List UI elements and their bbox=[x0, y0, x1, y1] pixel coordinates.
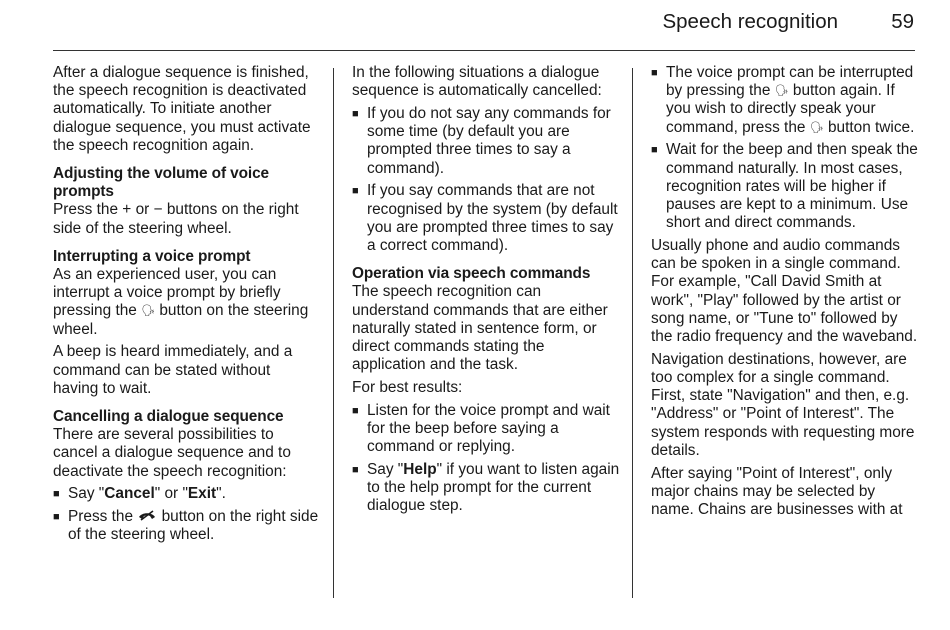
column-divider-2 bbox=[632, 68, 633, 598]
square-bullet: ■ bbox=[352, 404, 359, 417]
header-divider bbox=[53, 50, 915, 51]
best-results-list bbox=[352, 402, 620, 516]
column-3 bbox=[651, 64, 919, 524]
list-item: ■ The voice prompt can be interrupted by pressing the 🗣︎ button again. If you wish to directly speak your command, press the 🗣︎ button twice. bbox=[651, 64, 915, 136]
paragraph-beep-heard: A beep is heard immediately, and a command can be stated without having to wait. bbox=[53, 343, 293, 397]
list-item: ■ Say "Cancel" or "Exit". bbox=[53, 485, 226, 503]
heading-adjusting-volume: Adjusting the volume of voice prompts bbox=[53, 165, 270, 201]
list-item: ■ If you do not say any commands for some time (by default you are prompted three times to say a command). bbox=[352, 105, 611, 177]
square-bullet: ■ bbox=[651, 144, 658, 157]
square-bullet: ■ bbox=[53, 511, 60, 524]
voice-button-icon: 🗣︎ bbox=[141, 305, 156, 318]
paragraph-interrupt-prompt: As an experienced user, you can interrupt a voice prompt by briefly pressing the 🗣︎ button on the steering wheel. bbox=[53, 266, 309, 338]
heading-cancelling-dialogue: Cancelling a dialogue sequence bbox=[53, 408, 284, 426]
heading-operation-speech: Operation via speech commands bbox=[352, 265, 591, 283]
tips-list bbox=[651, 64, 919, 232]
column-1 bbox=[53, 64, 319, 549]
column-divider-1 bbox=[333, 68, 334, 598]
square-bullet: ■ bbox=[352, 185, 359, 198]
voice-button-icon: 🗣︎ bbox=[809, 121, 824, 134]
list-item: ■ Listen for the voice prompt and wait for the beep before saying a command or replying. bbox=[352, 401, 610, 456]
list-item: ■ Say "Help" if you want to listen again to the help prompt for the current dialogue step. bbox=[352, 461, 620, 515]
square-bullet: ■ bbox=[53, 488, 60, 501]
auto-cancel-list bbox=[352, 105, 620, 255]
plus-symbol: + bbox=[122, 201, 132, 219]
page-number: 59 bbox=[891, 10, 914, 33]
list-item: ■ Wait for the beep and then speak the command naturally. In most cases, recognition rates will be higher if pauses are kept to a minimum. Use short and direct commands. bbox=[651, 141, 918, 232]
paragraph-best-results: For best results: bbox=[352, 379, 463, 397]
paragraph-auto-cancel: In the following situations a dialogue sequence is automatically cancelled: bbox=[352, 64, 602, 100]
paragraph-phone-audio-commands: Usually phone and audio commands can be spoken in a single command. For example, "Call David Smith at work", "Play" followed by the artist or song name, or "Tune to" followed by the radio frequency and the waveband. bbox=[651, 237, 918, 346]
list-item: ■ If you say commands that are not recognised by the system (by default you are prompted three times to say a correct command). bbox=[352, 182, 618, 255]
cancel-options-list bbox=[53, 485, 319, 544]
column-2 bbox=[352, 64, 620, 520]
hang-up-button-icon bbox=[137, 510, 157, 521]
paragraph-volume-buttons: Press the + or − buttons on the right side of the steering wheel. bbox=[53, 201, 299, 237]
paragraph-speech-understanding: The speech recognition can understand commands that are either naturally stated in sentence form, or direct commands stating the application and the task. bbox=[352, 283, 608, 374]
page-header-title: Speech recognition bbox=[662, 10, 838, 33]
square-bullet: ■ bbox=[352, 108, 359, 120]
list-item: ■ Press the button on the right side of the steering wheel. bbox=[53, 508, 319, 544]
voice-button-icon: 🗣︎ bbox=[774, 85, 789, 98]
paragraph-cancel-possibilities: There are several possibilities to cancel a dialogue sequence and to deactivate the speech recognition: bbox=[53, 426, 291, 480]
square-bullet: ■ bbox=[651, 67, 658, 79]
minus-symbol: − bbox=[153, 201, 163, 219]
paragraph-point-of-interest: After saying "Point of Interest", only major chains may be selected by name. Chains are businesses with at bbox=[651, 464, 903, 519]
heading-interrupting-prompt: Interrupting a voice prompt bbox=[53, 247, 251, 265]
paragraph-dialogue-finished: After a dialogue sequence is finished, the speech recognition is deactivated automatically. To initiate another dialogue sequence, you must activate the speech recognition again. bbox=[53, 64, 311, 154]
square-bullet: ■ bbox=[352, 464, 359, 477]
paragraph-navigation-destinations: Navigation destinations, however, are too complex for a single command. First, state "Navigation" and then, e.g. "Address" or "Point of Interest". The system responds with requesting more details. bbox=[651, 350, 915, 459]
